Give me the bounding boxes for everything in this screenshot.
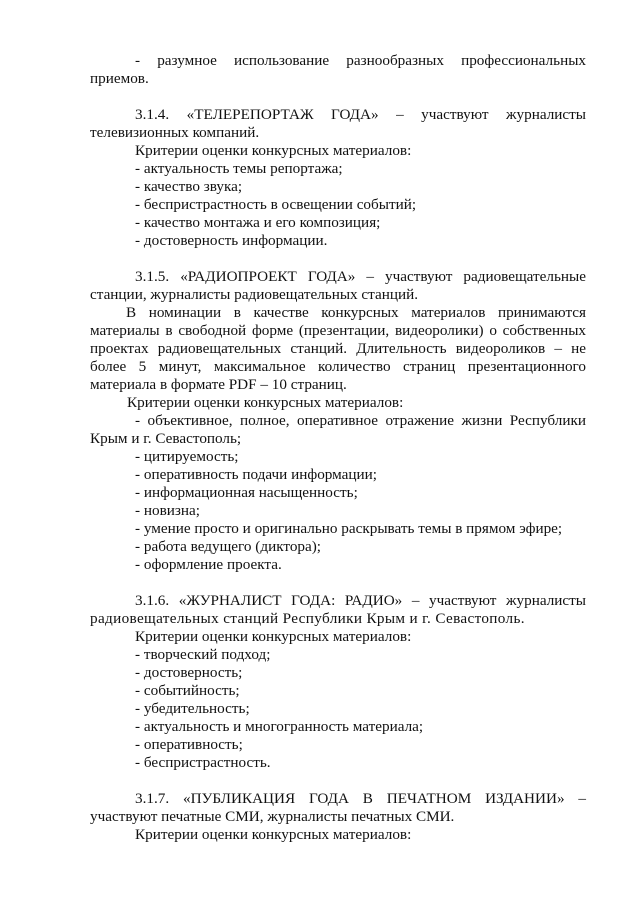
criteria-item: - новизна; — [135, 502, 200, 519]
criteria-item: - достоверность информации. — [135, 232, 328, 249]
criteria-item: - актуальность темы репортажа; — [135, 160, 343, 177]
intro-line-1: - разумное использование разнообразных профессиональных — [135, 52, 586, 69]
section-3-1-4-heading-cont: телевизионных компаний. — [90, 124, 260, 141]
section-3-1-4-heading: 3.1.4. «ТЕЛЕРЕПОРТАЖ ГОДА» – участвуют журналисты — [135, 106, 586, 123]
section-3-1-5-paragraph-line: материала в формате PDF – 10 страниц. — [90, 376, 347, 393]
section-3-1-6-heading-cont: радиовещательных станций Республики Крым и г. Севастополь. — [90, 610, 525, 627]
criteria-item: - творческий подход; — [135, 646, 271, 663]
criteria-item: - объективное, полное, оперативное отражение жизни Республики — [135, 412, 586, 429]
section-3-1-7-heading: 3.1.7. «ПУБЛИКАЦИЯ ГОДА В ПЕЧАТНОМ ИЗДАНИИ» – — [135, 790, 586, 807]
criteria-item: - оперативность подачи информации; — [135, 466, 378, 483]
criteria-item: - беспристрастность в освещении событий; — [135, 196, 417, 213]
section-3-1-5-heading: 3.1.5. «РАДИОПРОЕКТ ГОДА» – участвуют радиовещательные — [135, 268, 586, 285]
section-3-1-4-criteria-title: Критерии оценки конкурсных материалов: — [135, 142, 412, 159]
criteria-item: - актуальность и многогранность материала; — [135, 718, 424, 735]
section-3-1-5-heading-cont: станции, журналисты радиовещательных станций. — [90, 286, 419, 303]
section-3-1-7-heading-cont: участвуют печатные СМИ, журналисты печатных СМИ. — [90, 808, 455, 825]
section-3-1-5-paragraph-line: материалы в свободной форме (презентации, видеоролики) о собственных — [90, 322, 586, 339]
criteria-item: - достоверность; — [135, 664, 243, 681]
criteria-item: - качество монтажа и его композиция; — [135, 214, 381, 231]
criteria-item: - информационная насыщенность; — [135, 484, 358, 501]
criteria-item: - убедительность; — [135, 700, 250, 717]
document-page — [90, 52, 586, 844]
intro-line-2: приемов. — [90, 70, 149, 87]
criteria-item: - событийность; — [135, 682, 240, 699]
criteria-item: - качество звука; — [135, 178, 243, 195]
criteria-item: - оперативность; — [135, 736, 243, 753]
section-3-1-5-criteria-title: Критерии оценки конкурсных материалов: — [127, 394, 404, 411]
section-3-1-7-criteria-title: Критерии оценки конкурсных материалов: — [135, 826, 412, 843]
section-3-1-5-paragraph-line: более 5 минут, максимальное количество страниц презентационного — [90, 358, 586, 375]
section-3-1-6-criteria-title: Критерии оценки конкурсных материалов: — [135, 628, 412, 645]
criteria-item: - оформление проекта. — [135, 556, 282, 573]
criteria-item: - беспристрастность. — [135, 754, 271, 771]
criteria-item: - умение просто и оригинально раскрывать темы в прямом эфире; — [135, 520, 563, 537]
criteria-item-cont: Крым и г. Севастополь; — [90, 430, 242, 447]
criteria-item: - цитируемость; — [135, 448, 239, 465]
section-3-1-5-paragraph-line: проектах радиовещательных станций. Длительность видеороликов – не — [90, 340, 586, 357]
section-3-1-5-paragraph-line: В номинации в качестве конкурсных материалов принимаются — [126, 304, 586, 321]
criteria-item: - работа ведущего (диктора); — [135, 538, 322, 555]
section-3-1-6-heading: 3.1.6. «ЖУРНАЛИСТ ГОДА: РАДИО» – участвуют журналисты — [135, 592, 586, 609]
